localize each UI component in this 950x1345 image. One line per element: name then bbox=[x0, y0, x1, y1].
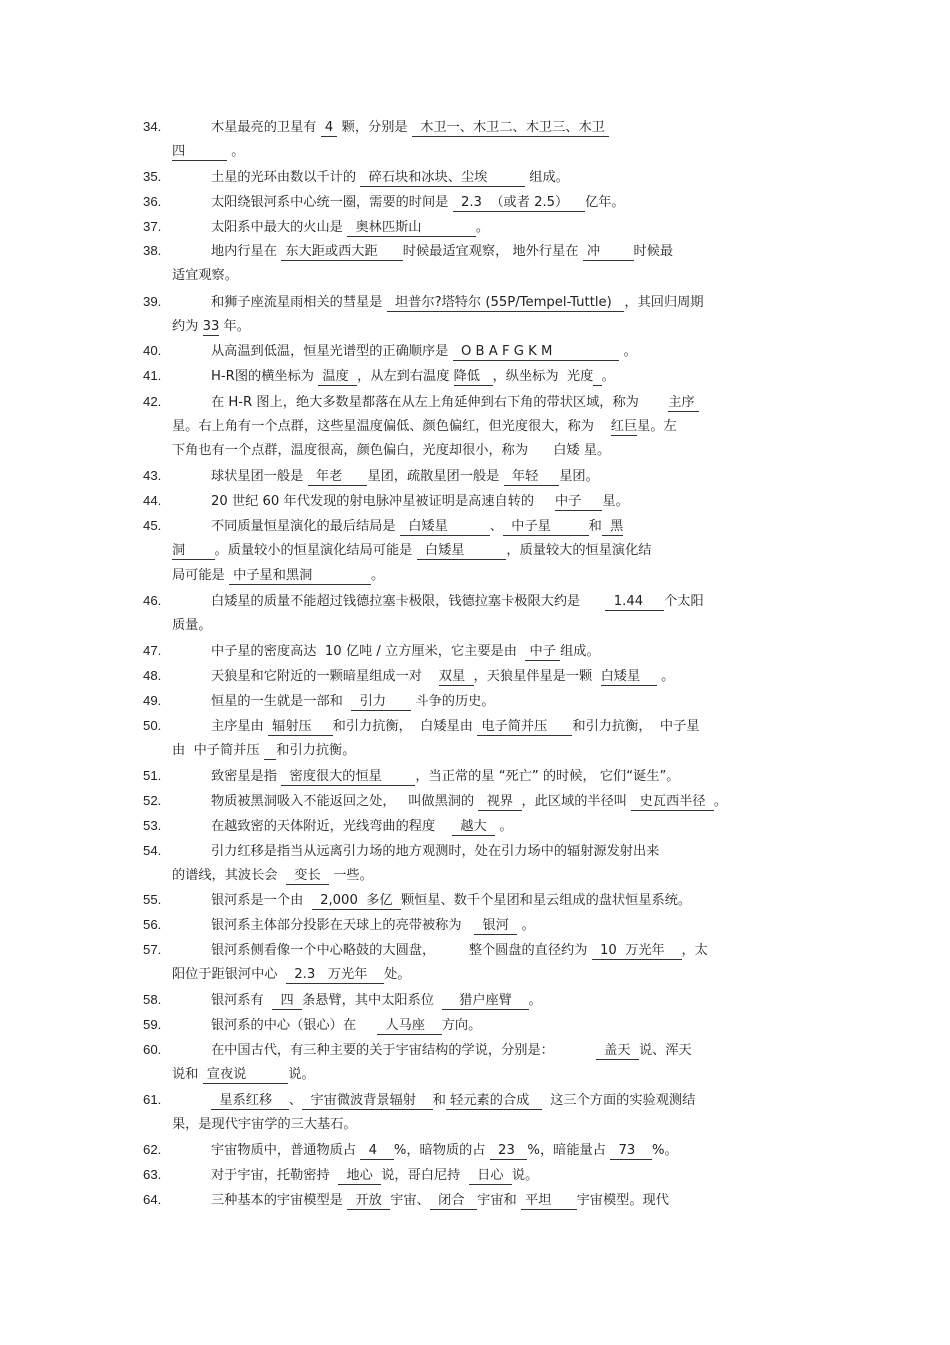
question-text: 主序星由 辐射压 和引力抗衡， 白矮星由 电子简并压 和引力抗衡， 中子星 bbox=[211, 719, 700, 734]
question-line bbox=[143, 815, 513, 837]
question-line bbox=[143, 191, 625, 213]
question-number: 64. bbox=[143, 1192, 162, 1207]
question-number: 46. bbox=[143, 593, 162, 608]
question-line bbox=[143, 391, 699, 413]
question-text-continued: 星。右上角有一个点群，这些星温度偏低、颜色偏红，但光度很大，称为 红巨星。左 bbox=[172, 419, 677, 434]
question-line bbox=[143, 515, 623, 537]
question-text: 地内行星在 东大距或西大距 时候最适宜观察， 地外行星在 冲 时候最 bbox=[211, 244, 674, 259]
question-line bbox=[143, 790, 727, 812]
question-line bbox=[143, 465, 599, 487]
question-line bbox=[143, 141, 245, 163]
question-number: 45. bbox=[143, 518, 162, 533]
question-text-continued: 四 。 bbox=[172, 144, 245, 159]
question-line bbox=[143, 1139, 678, 1161]
question-number: 52. bbox=[143, 793, 162, 808]
question-text: 银河系侧看像一个中心略鼓的大圆盘， 整个圆盘的直径约为 10 万光年 ，太 bbox=[211, 943, 708, 958]
question-text: 物质被黑洞吸入不能返回之处， 叫做黑洞的 视界 ，此区域的半径叫 史瓦西半径 。 bbox=[211, 794, 728, 809]
question-line bbox=[143, 316, 250, 338]
question-text: 木星最亮的卫星有 4 颗，分别是 木卫一、木卫二、木卫三、木卫 bbox=[211, 120, 610, 135]
question-line bbox=[143, 865, 373, 887]
question-number: 61. bbox=[143, 1092, 162, 1107]
question-line bbox=[143, 989, 542, 1011]
question-line bbox=[143, 365, 615, 387]
question-text: 土星的光环由数以千计的 碎石块和冰块、尘埃 组成。 bbox=[211, 170, 569, 185]
question-number: 49. bbox=[143, 693, 162, 708]
question-text-continued: 局可能是 中子星和黑洞 。 bbox=[172, 568, 385, 583]
question-number: 35. bbox=[143, 169, 162, 184]
question-number: 54. bbox=[143, 843, 162, 858]
question-line bbox=[143, 291, 704, 313]
question-line bbox=[143, 265, 238, 287]
question-text: 在中国古代，有三种主要的关于宇宙结构的学说，分别是： 盖天 说、浑天 bbox=[211, 1043, 692, 1058]
question-line bbox=[143, 540, 651, 562]
question-line bbox=[143, 840, 659, 862]
question-text: 中子星的密度高达 10 亿吨 / 立方厘米，它主要是由 中子 组成。 bbox=[211, 644, 600, 659]
question-line bbox=[143, 665, 674, 687]
question-text: 不同质量恒星演化的最后结局是 白矮星 、 中子星 和 黑 bbox=[211, 519, 624, 534]
question-line bbox=[143, 240, 673, 262]
question-number: 63. bbox=[143, 1167, 162, 1182]
question-text-continued: 说和 宣夜说 说。 bbox=[172, 1067, 315, 1082]
question-text: 宇宙物质中，普通物质占 4 %，暗物质的占 23 %，暗能量占 73 %。 bbox=[211, 1143, 678, 1158]
question-text: 在 H-R 图上，绝大多数星都落在从左上角延伸到右下角的带状区域，称为 主序 bbox=[211, 395, 699, 410]
question-text-continued: 约为 33 年。 bbox=[172, 319, 250, 334]
question-line bbox=[143, 889, 691, 911]
question-line bbox=[143, 166, 569, 188]
question-line bbox=[143, 765, 679, 787]
question-line bbox=[143, 740, 355, 762]
question-text-continued: 果，是现代宇宙学的三大基石。 bbox=[172, 1117, 357, 1132]
question-line bbox=[143, 490, 629, 512]
question-line bbox=[143, 116, 609, 138]
question-line bbox=[143, 964, 411, 986]
question-text: 天狼星和它附近的一颗暗星组成一对 双星 ，天狼星伴星是一颗 白矮星 。 bbox=[211, 669, 675, 684]
question-number: 60. bbox=[143, 1042, 162, 1057]
question-text: 太阳系中最大的火山是 奥林匹斯山 。 bbox=[211, 220, 490, 235]
question-text: 恒星的一生就是一部和 引力 斗争的历史。 bbox=[211, 694, 495, 709]
question-text: 球状星团一般是 年老 星团，疏散星团一般是 年轻 星团。 bbox=[211, 469, 599, 484]
question-text: 银河系主体部分投影在天球上的亮带被称为 银河 。 bbox=[211, 918, 535, 933]
question-line bbox=[143, 216, 489, 238]
question-number: 59. bbox=[143, 1017, 162, 1032]
question-text-continued: 洞 。质量较小的恒星演化结局可能是 白矮星 ，质量较大的恒星演化结 bbox=[172, 543, 652, 558]
question-text-continued: 适宜观察。 bbox=[172, 268, 238, 283]
question-text: 白矮星的质量不能超过钱德拉塞卡极限，钱德拉塞卡极限大约是 1.44 个太阳 bbox=[211, 594, 704, 609]
question-number: 40. bbox=[143, 343, 162, 358]
question-number: 51. bbox=[143, 768, 162, 783]
question-text: 银河系是一个由 2,000 多亿 颗恒星、数千个星团和星云组成的盘状恒星系统。 bbox=[211, 893, 692, 908]
question-number: 36. bbox=[143, 194, 162, 209]
question-number: 53. bbox=[143, 818, 162, 833]
question-text: 银河系的中心（银心）在 人马座 方向。 bbox=[211, 1018, 482, 1033]
question-text-continued: 阳位于距银河中心 2.3 万光年 处。 bbox=[172, 967, 411, 982]
question-text: 星系红移 、 宇宙微波背景辐射 和 轻元素的合成 这三个方面的实验观测结 bbox=[211, 1093, 696, 1108]
question-line bbox=[143, 1164, 538, 1186]
question-text: H-R图的横坐标为 温度 ，从左到右温度 降低 ，纵坐标为 光度 。 bbox=[211, 369, 615, 384]
question-line bbox=[143, 416, 677, 438]
question-line bbox=[143, 1014, 481, 1036]
question-text: 从高温到低温，恒星光谱型的正确顺序是 O B A F G K M 。 bbox=[211, 344, 637, 359]
question-text: 银河系有 四 条悬臂，其中太阳系位 猎户座臂 。 bbox=[211, 993, 542, 1008]
question-number: 38. bbox=[143, 243, 162, 258]
question-number: 47. bbox=[143, 643, 162, 658]
question-text: 对于宇宙，托勒密持 地心 说，哥白尼持 日心 说。 bbox=[211, 1168, 539, 1183]
question-line bbox=[143, 640, 600, 662]
question-number: 43. bbox=[143, 468, 162, 483]
question-number: 39. bbox=[143, 294, 162, 309]
question-number: 58. bbox=[143, 992, 162, 1007]
question-line bbox=[143, 914, 535, 936]
question-line bbox=[143, 340, 637, 362]
question-number: 37. bbox=[143, 219, 162, 234]
question-text-continued: 的谱线，其波长会 变长 一些。 bbox=[172, 868, 373, 883]
question-number: 44. bbox=[143, 493, 162, 508]
question-number: 62. bbox=[143, 1142, 162, 1157]
question-number: 55. bbox=[143, 892, 162, 907]
question-line bbox=[143, 615, 212, 637]
question-text-continued: 下角也有一个点群，温度很高，颜色偏白，光度却很小，称为 白矮 星。 bbox=[172, 443, 611, 458]
question-text: 三种基本的宇宙模型是 开放 宇宙、 闭合 宇宙和 平坦 宇宙模型。现代 bbox=[211, 1193, 669, 1208]
question-line bbox=[143, 1189, 669, 1211]
question-line bbox=[143, 590, 704, 612]
question-text: 和狮子座流星雨相关的彗星是 坦普尔?塔特尔 (55P/Tempel-Tuttle) ，其回归周期 bbox=[211, 295, 704, 310]
question-line bbox=[143, 715, 699, 737]
question-number: 50. bbox=[143, 718, 162, 733]
question-line bbox=[143, 1089, 695, 1111]
question-line bbox=[143, 565, 384, 587]
question-line bbox=[143, 1064, 315, 1086]
question-text-continued: 质量。 bbox=[172, 618, 212, 633]
question-text: 引力红移是指当从远离引力场的地方观测时，处在引力场中的辐射源发射出来 bbox=[211, 844, 660, 859]
question-number: 56. bbox=[143, 917, 162, 932]
question-line bbox=[143, 1114, 357, 1136]
question-line bbox=[143, 690, 495, 712]
question-line bbox=[143, 1039, 692, 1061]
question-text: 在越致密的天体附近，光线弯曲的程度 越大 。 bbox=[211, 819, 513, 834]
question-line bbox=[143, 939, 708, 961]
question-text: 太阳绕银河系中心统一圈，需要的时间是 2.3 （或者 2.5） 亿年。 bbox=[211, 195, 625, 210]
question-text: 致密星是指 密度很大的恒星 ，当正常的星 “死亡” 的时候， 它们“诞生”。 bbox=[211, 769, 680, 784]
question-number: 34. bbox=[143, 119, 162, 134]
question-text-continued: 由 中子简并压 和引力抗衡。 bbox=[172, 743, 356, 758]
question-number: 41. bbox=[143, 368, 162, 383]
question-number: 48. bbox=[143, 668, 162, 683]
question-number: 57. bbox=[143, 942, 162, 957]
question-number: 42. bbox=[143, 394, 162, 409]
question-text: 20 世纪 60 年代发现的射电脉冲星被证明是高速自转的 中子 星。 bbox=[211, 494, 629, 509]
question-line bbox=[143, 440, 610, 462]
